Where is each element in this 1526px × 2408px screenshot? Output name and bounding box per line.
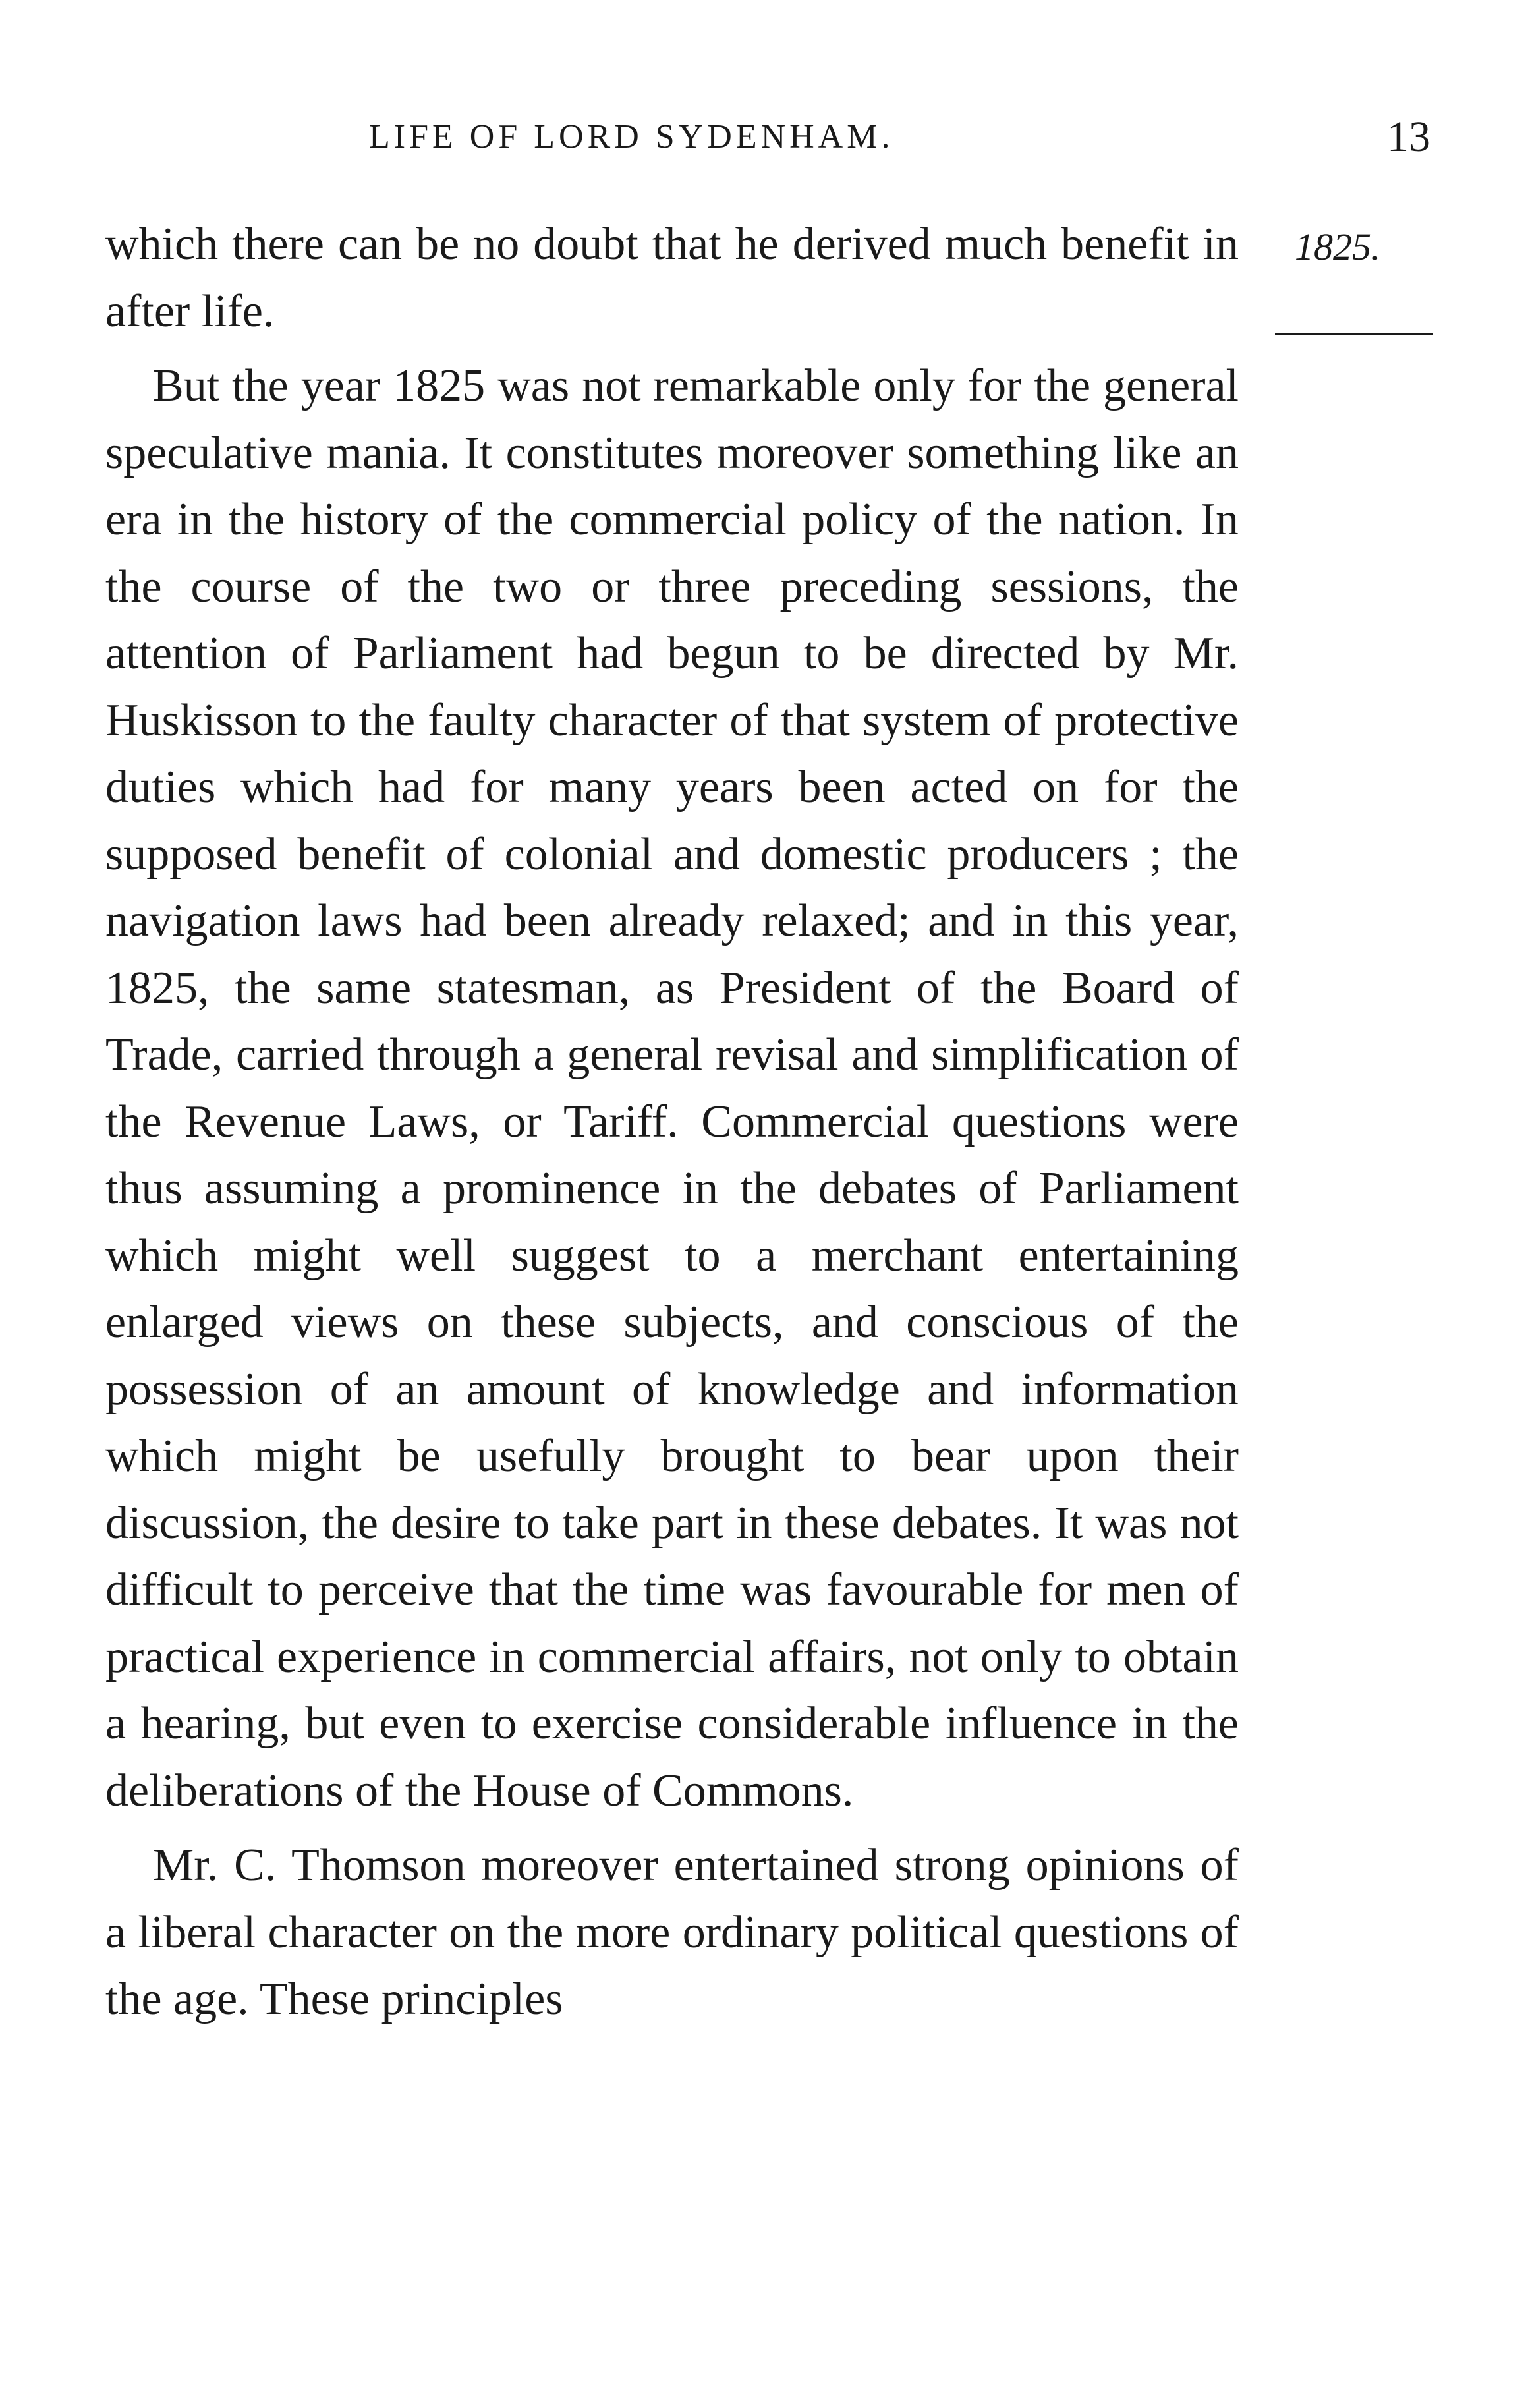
paragraph-3: Mr. C. Thomson moreover entertained strong opinions of a liberal character on the more ordinary political questions of the age. These principles xyxy=(105,1840,1239,2024)
paragraph-1: which there can be no doubt that he derived much benefit in after life. xyxy=(105,219,1239,337)
running-title: LIFE OF LORD SYDENHAM. xyxy=(369,118,894,156)
body-text xyxy=(105,211,1239,2033)
margin-note xyxy=(1295,224,1427,335)
margin-year: 1825. xyxy=(1295,225,1381,268)
paragraph-2: But the year 1825 was not remarkable only for the general speculative mania. It constitutes moreover something like an era in the history of the commercial policy of the nation. In the course of the two or three preceding sessions, the attention of Parliament had begun to be directed by Mr. Huskisson to the faulty character of that system of protective duties which had for many years been acted on for the supposed benefit of colonial and domestic producers ; the navigation laws had been already relaxed; and in this year, 1825, the same statesman, as President of the Board of Trade, carried through a general revisal and simplification of the Revenue Laws, or Tariff. Commercial questions were thus assuming a prominence in the debates of Parliament which might well suggest to a merchant entertaining enlarged views on these subjects, and conscious of the possession of an amount of knowledge and information which might be usefully brought to bear upon their discussion, the desire to take part in these debates. It was not difficult to perceive that the time was favourable for men of practical experience in commercial affairs, not only to obtain a hearing, but even to exercise considerable influence in the deliberations of the House of Commons. xyxy=(105,360,1239,1816)
margin-rule xyxy=(1275,333,1433,335)
running-head xyxy=(0,111,1526,163)
page-number: 13 xyxy=(1387,113,1430,161)
